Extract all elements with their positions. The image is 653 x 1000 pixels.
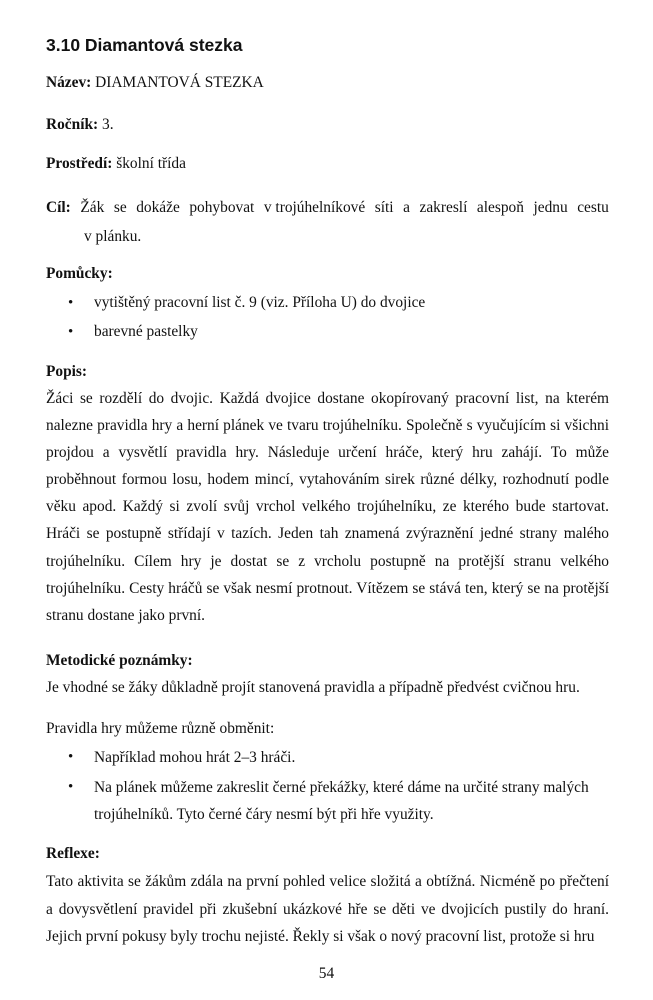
description-heading: Popis: — [46, 363, 88, 380]
methodical-heading: Metodické poznámky: — [46, 652, 193, 669]
name-label: Název: — [46, 74, 92, 91]
rules-item-text: Na plánek můžeme zakreslit černé překážky, které dáme na určité strany malých — [94, 779, 589, 796]
reflection-text: Tato aktivita se žákům zdála na první pohled velice složitá a obtížná. Nicméně po přečtení a dovysvětlení pravidel při zkušební ukázkové hře se děti ve dvojicích pustily do hraní. Jejich první pokusy byly trochu nejisté. Řekly si však o nový pracovní list, protože si hru — [46, 873, 609, 945]
reflection-heading: Reflexe: — [46, 845, 100, 862]
environment-label: Prostředí: — [46, 155, 113, 172]
aids-item-text: vytištěný pracovní list č. 9 (viz. Příloha U) do dvojice — [94, 294, 426, 311]
bullet-icon: • — [68, 749, 74, 765]
grade-field — [46, 114, 114, 136]
goal-word: Žák — [80, 199, 105, 216]
list-item — [46, 774, 609, 801]
goal-word: a — [403, 199, 410, 216]
aids-list — [46, 292, 609, 343]
bullet-icon: • — [68, 779, 74, 795]
goal-word: jednu — [533, 199, 568, 216]
aids-heading: Pomůcky: — [46, 265, 113, 282]
description-text: Žáci se rozdělí do dvojic. Každá dvojice dostane okopírovaný pracovní list, na kterém nalezne pravidla hry a herní plánek ve tvaru trojúhelníku. Společně s vyučujícím si všichni projdou a vysvětlí pravidla hry. Následuje určení hráče, který hru zahájí. To může proběhnout formou losu, hodem mincí, vytahováním sirek různé délky, rozhodnutí podle věku apod. Každý si zvolí svůj vrchol velkého trojúhelníku, ze kterého bude startovat. Hráči se postupně střídají v tazích. Jeden tah znamená zvýraznění jedné strany malého trojúhelníku. Cílem hry je dostat se z vrcholu postupně na protější stranu velkého trojúhelníku. Cesty hráčů se však nesmí protnout. Vítězem se stává ten, který se na protější stranu dostane jako první. — [46, 390, 609, 624]
rules-list — [46, 744, 609, 828]
name-value: DIAMANTOVÁ STEZKA — [95, 74, 264, 91]
section-title: 3.10 Diamantová stezka — [46, 35, 243, 55]
list-item — [46, 321, 609, 343]
goal-field — [46, 193, 609, 251]
environment-value: školní třída — [116, 155, 186, 172]
goal-word: síti — [374, 199, 394, 216]
aids-item-text: barevné pastelky — [94, 323, 198, 340]
goal-word: alespoň — [476, 199, 524, 216]
methodical-text: Je vhodné se žáky důkladně projít stanovená pravidla a případně předvést cvičnou hru. — [46, 679, 580, 696]
goal-word: v trojúhelníkové — [263, 199, 366, 216]
list-item-continuation — [46, 801, 609, 828]
goal-word: cestu — [577, 199, 609, 216]
goal-label: Cíl: — [46, 199, 71, 216]
goal-word: dokáže — [136, 199, 180, 216]
goal-word: pohybovat — [189, 199, 255, 216]
list-item — [46, 744, 609, 771]
goal-line-1 — [46, 193, 609, 222]
goal-line-2: v plánku. — [84, 228, 142, 245]
bullet-icon: • — [68, 295, 74, 311]
bullet-icon: • — [68, 324, 74, 340]
grade-value: 3. — [102, 116, 114, 133]
rules-item-text: trojúhelníků. Tyto černé čáry nesmí být při hře využity. — [94, 806, 434, 823]
rules-item-text: Například mohou hrát 2–3 hráči. — [94, 749, 296, 766]
rules-intro: Pravidla hry můžeme různě obměnit: — [46, 720, 275, 737]
environment-field — [46, 153, 186, 175]
grade-label: Ročník: — [46, 116, 99, 133]
name-field — [46, 72, 264, 94]
goal-word: se — [113, 199, 127, 216]
goal-word: zakreslí — [419, 199, 468, 216]
list-item — [46, 292, 609, 314]
page-number: 54 — [318, 965, 335, 982]
